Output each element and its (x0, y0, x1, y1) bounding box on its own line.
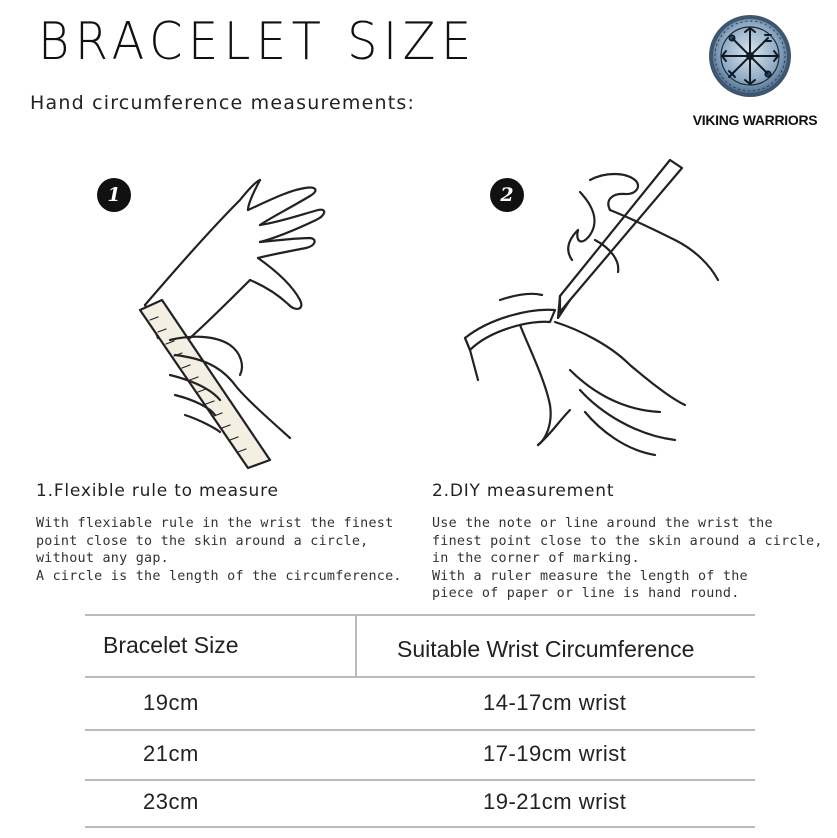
step-2-body: Use the note or line around the wrist the finest point close to the skin around a circle, in the corner of marking. With a ruler measure the length of the piece of paper or line is hand round. (432, 516, 823, 601)
step-1-body: With flexiable rule in the wrist the finest point close to the skin around a circle, without any gap. A circle is the length of the circumference. (36, 516, 402, 584)
table-divider (85, 676, 755, 678)
vegvisir-compass-icon (708, 14, 792, 98)
step-1-badge: 1 (97, 178, 131, 212)
page-title: BRACELET SIZE (38, 12, 477, 72)
table-cell-wrist: 19-21cm wrist (483, 789, 627, 814)
table-cell-size: 19cm (143, 690, 199, 715)
table-divider (85, 779, 755, 781)
table-header-wrist: Suitable Wrist Circumference (397, 636, 695, 662)
size-table (85, 614, 755, 828)
table-divider (85, 729, 755, 731)
step-1-title: 1.Flexible rule to measure (36, 481, 279, 501)
hand-with-pen-and-paper-icon (460, 150, 720, 470)
step-2-title: 2.DIY measurement (432, 481, 615, 501)
step-2-badge: 2 (490, 178, 524, 212)
page-subtitle: Hand circumference measurements: (30, 92, 416, 114)
table-column-divider (355, 614, 357, 676)
table-cell-size: 23cm (143, 789, 199, 814)
table-divider (85, 614, 755, 616)
brand-name: VIKING WARRIORS (692, 112, 818, 128)
table-cell-wrist: 14-17cm wrist (483, 690, 627, 715)
table-divider (85, 826, 755, 828)
table-header-size: Bracelet Size (103, 632, 239, 658)
hand-with-tape-measure-icon (120, 160, 350, 480)
table-cell-size: 21cm (143, 741, 199, 766)
table-cell-wrist: 17-19cm wrist (483, 741, 627, 766)
